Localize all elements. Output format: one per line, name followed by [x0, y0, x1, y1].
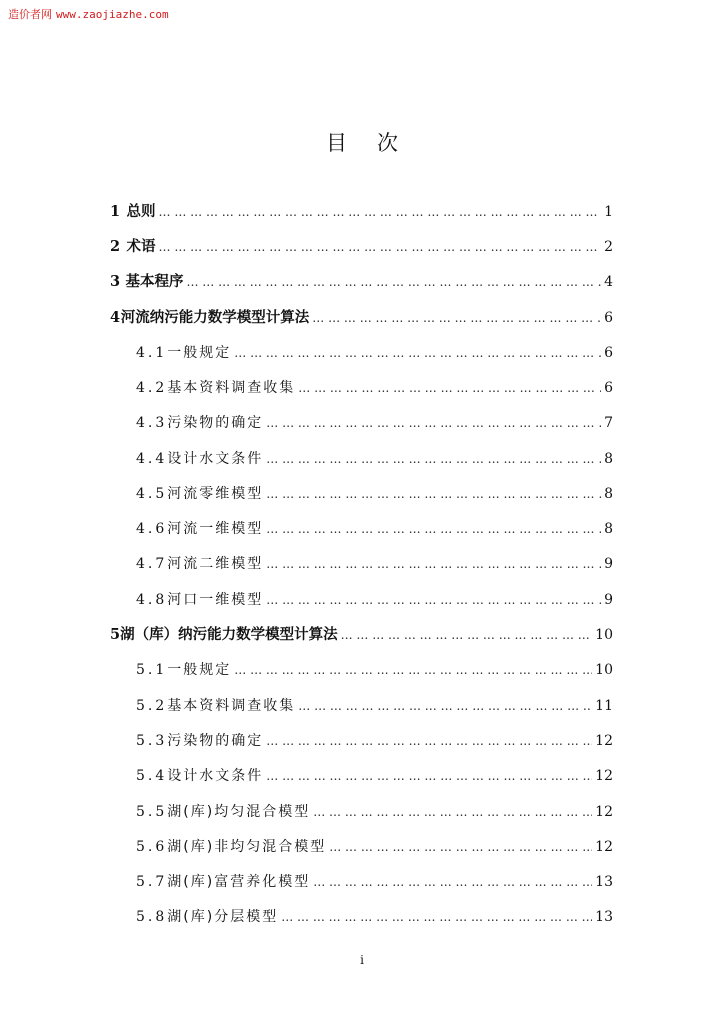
toc-section-4-2[interactable] — [136, 377, 613, 399]
page-number: 13 — [595, 909, 613, 925]
section-label: 基本资料调查收集 — [167, 380, 296, 396]
toc-chapter-2[interactable] — [110, 236, 613, 258]
page-number: 11 — [595, 698, 613, 714]
section-number: 4.3 — [136, 415, 168, 431]
page-number: 12 — [595, 733, 613, 749]
toc-section-5-5[interactable] — [136, 801, 613, 823]
section-label: 一般规定 — [167, 662, 232, 678]
section-label: 污染物的确定 — [167, 415, 264, 431]
leader-dots — [234, 342, 601, 364]
leader-dots — [266, 448, 601, 470]
section-label: 湖(库)分层模型 — [167, 909, 279, 925]
page-number: 6 — [604, 380, 613, 396]
leader-dots — [312, 307, 601, 329]
chapter-label: 河流纳污能力数学模型计算法 — [120, 310, 310, 326]
toc-section-5-3[interactable] — [136, 730, 613, 752]
toc-section-5-7[interactable] — [136, 871, 613, 893]
leader-dots — [266, 518, 601, 540]
leader-dots — [266, 483, 601, 505]
section-number: 4.5 — [136, 486, 168, 502]
leader-dots — [234, 659, 592, 681]
section-number: 5.6 — [136, 839, 168, 855]
watermark-url[interactable]: www.zaojiazhe.com — [56, 8, 169, 21]
page-number: 8 — [604, 451, 613, 467]
toc-title: 目次 — [326, 131, 428, 155]
section-label: 湖(库)富营养化模型 — [167, 874, 311, 890]
page-number: 8 — [604, 521, 613, 537]
chapter-number: 3 — [110, 273, 121, 290]
page-number: 4 — [604, 274, 613, 290]
section-label: 污染物的确定 — [167, 733, 264, 749]
leader-dots — [266, 553, 601, 575]
section-number: 5.7 — [136, 874, 168, 890]
section-label: 河流二维模型 — [167, 556, 264, 572]
toc-chapter-5[interactable] — [110, 624, 613, 646]
section-number: 5.2 — [136, 698, 168, 714]
section-number: 4.2 — [136, 380, 168, 396]
chapter-number: 1 — [110, 203, 121, 220]
chapter-number: 5 — [110, 626, 121, 643]
toc-section-5-8[interactable] — [136, 906, 613, 928]
page-number: 8 — [604, 486, 613, 502]
toc-section-5-4[interactable] — [136, 765, 613, 787]
page-number: 7 — [604, 415, 613, 431]
section-number: 5.8 — [136, 909, 168, 925]
section-number: 5.3 — [136, 733, 168, 749]
leader-dots — [298, 695, 592, 717]
section-number: 4.6 — [136, 521, 168, 537]
page-number: 13 — [595, 874, 613, 890]
toc-section-5-1[interactable] — [136, 659, 613, 681]
toc-section-5-6[interactable] — [136, 836, 613, 858]
page-number: 9 — [604, 592, 613, 608]
page-number: 6 — [604, 345, 613, 361]
page-number: 12 — [595, 804, 613, 820]
page-number: 12 — [595, 768, 613, 784]
page-number: 10 — [595, 662, 613, 678]
section-number: 4.1 — [136, 345, 168, 361]
leader-dots — [266, 730, 592, 752]
leader-dots — [266, 589, 601, 611]
page-number: 1 — [604, 204, 613, 220]
leader-dots — [298, 377, 601, 399]
chapter-label: 术语 — [126, 239, 156, 255]
section-label: 湖(库)非均匀混合模型 — [167, 839, 327, 855]
chapter-number: 2 — [110, 238, 121, 255]
leader-dots — [186, 271, 601, 293]
section-number: 5.1 — [136, 662, 168, 678]
leader-dots — [266, 412, 601, 434]
page-number: 6 — [604, 310, 613, 326]
chapter-label: 总则 — [126, 204, 156, 220]
leader-dots — [329, 836, 592, 858]
toc-section-4-5[interactable] — [136, 483, 613, 505]
section-label: 河口一维模型 — [167, 592, 264, 608]
toc-section-4-6[interactable] — [136, 518, 613, 540]
section-label: 设计水文条件 — [167, 451, 264, 467]
toc-chapter-1[interactable] — [110, 201, 613, 223]
chapter-label: 基本程序 — [125, 274, 184, 290]
toc-section-4-3[interactable] — [136, 412, 613, 434]
section-number: 5.4 — [136, 768, 168, 784]
section-number: 4.7 — [136, 556, 168, 572]
page-number: 9 — [604, 556, 613, 572]
leader-dots — [313, 871, 592, 893]
page-folio: i — [360, 953, 364, 967]
section-label: 河流零维模型 — [167, 486, 264, 502]
leader-dots — [159, 236, 602, 258]
page-number: 10 — [595, 627, 613, 643]
toc-section-4-4[interactable] — [136, 448, 613, 470]
toc-section-4-1[interactable] — [136, 342, 613, 364]
leader-dots — [313, 801, 592, 823]
leader-dots — [341, 624, 593, 646]
section-number: 5.5 — [136, 804, 168, 820]
toc-section-5-2[interactable] — [136, 695, 613, 717]
toc-chapter-4[interactable] — [110, 307, 613, 329]
watermark-site-name: 造价者网 — [8, 8, 52, 21]
section-label: 设计水文条件 — [167, 768, 264, 784]
toc-section-4-7[interactable] — [136, 553, 613, 575]
toc-chapter-3[interactable] — [110, 271, 613, 293]
page-number: 2 — [604, 239, 613, 255]
section-number: 4.4 — [136, 451, 168, 467]
section-label: 一般规定 — [167, 345, 232, 361]
leader-dots — [159, 201, 602, 223]
section-label: 湖(库)均匀混合模型 — [167, 804, 311, 820]
section-label: 河流一维模型 — [167, 521, 264, 537]
watermark — [8, 6, 169, 22]
chapter-label: 湖（库）纳污能力数学模型计算法 — [120, 627, 338, 643]
section-label: 基本资料调查收集 — [167, 698, 296, 714]
page-number: 12 — [595, 839, 613, 855]
toc-section-4-8[interactable] — [136, 589, 613, 611]
chapter-number: 4 — [110, 309, 121, 326]
leader-dots — [281, 906, 592, 928]
leader-dots — [266, 765, 592, 787]
section-number: 4.8 — [136, 592, 168, 608]
